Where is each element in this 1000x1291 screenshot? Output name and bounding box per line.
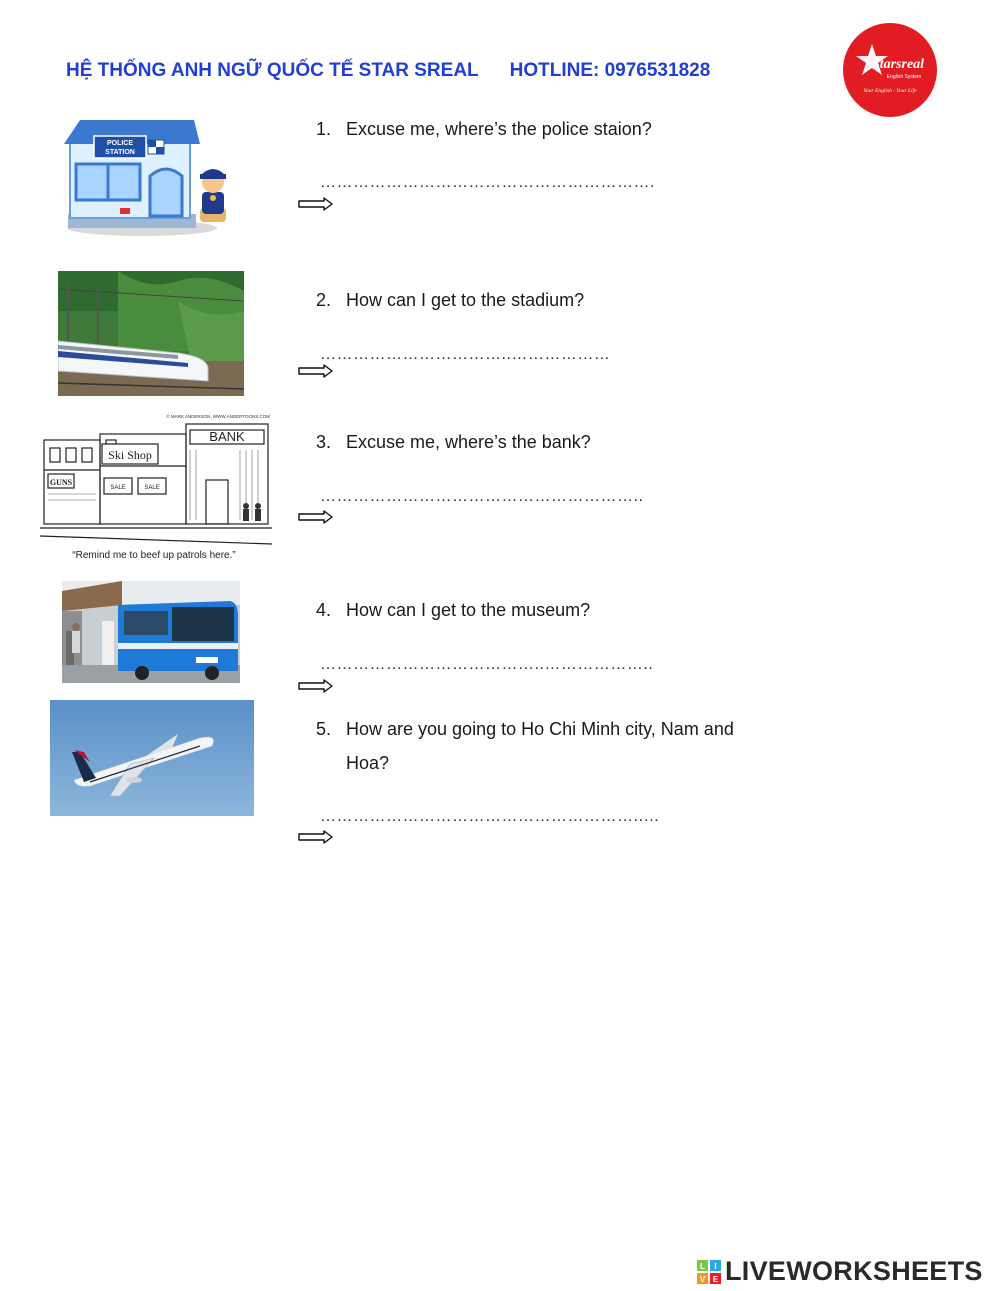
question-number: 5. bbox=[316, 719, 332, 739]
police-station-image bbox=[62, 116, 240, 238]
svg-text:I: I bbox=[714, 1261, 717, 1271]
liveworksheets-blocks-icon bbox=[697, 1260, 721, 1284]
question-text: How are you going to Ho Chi Minh city, Nam and bbox=[346, 719, 734, 739]
arrow-icon bbox=[298, 197, 334, 211]
svg-text:STATION: STATION bbox=[105, 149, 135, 156]
logo-sub: English System bbox=[886, 74, 922, 80]
question-5 bbox=[316, 712, 734, 780]
logo-slogan: Your English - Your Life bbox=[863, 88, 917, 94]
liveworksheets-logo bbox=[697, 1256, 983, 1287]
question-text: Excuse me, where’s the police staion? bbox=[346, 119, 652, 139]
hotline: HOTLINE: 0976531828 bbox=[509, 60, 711, 81]
question-1 bbox=[316, 112, 652, 146]
svg-text:POLICE: POLICE bbox=[106, 140, 134, 147]
svg-text:L: L bbox=[700, 1261, 705, 1271]
question-2 bbox=[316, 283, 584, 317]
liveworksheets-text: LIVEWORKSHEETS bbox=[725, 1256, 983, 1286]
answer-line-2[interactable]: ……………………………..……………… bbox=[320, 346, 611, 363]
svg-text:V: V bbox=[699, 1274, 706, 1284]
question-4 bbox=[316, 593, 590, 627]
airplane-image bbox=[50, 700, 254, 816]
question-3 bbox=[316, 425, 591, 459]
arrow-icon bbox=[298, 510, 334, 524]
bus-image bbox=[62, 581, 240, 683]
starsreal-logo bbox=[842, 22, 938, 118]
question-text-continued: Hoa? bbox=[346, 753, 390, 773]
cartoon-copyright: © MARK ANDERSON, WWW.ANDERTOONS.COM bbox=[166, 414, 270, 419]
worksheet-header bbox=[66, 60, 710, 82]
question-number: 1. bbox=[316, 119, 332, 139]
logo-brand: Starsreal bbox=[871, 57, 925, 72]
answer-line-5[interactable]: …………………………………………………..… bbox=[320, 808, 660, 825]
bank-sign: BANK bbox=[209, 429, 245, 444]
cartoon-caption: “Remind me to beef up patrols here.” bbox=[72, 550, 236, 561]
question-text: How can I get to the museum? bbox=[346, 600, 591, 620]
answer-line-4[interactable]: …………………………………..……………….. bbox=[320, 656, 654, 673]
school-name: HỆ THỐNG ANH NGỮ QUỐC TẾ STAR SREAL bbox=[66, 60, 479, 81]
guns-sign: GUNS bbox=[49, 478, 73, 487]
bank-cartoon-image bbox=[40, 410, 272, 566]
answer-line-3[interactable]: ………………………………………………….. bbox=[320, 488, 644, 505]
question-number: 2. bbox=[316, 290, 332, 310]
question-number: 3. bbox=[316, 432, 332, 452]
sale-sign: SALE bbox=[110, 485, 126, 491]
arrow-icon bbox=[298, 830, 334, 844]
answer-line-1[interactable]: ……………………………………………………. bbox=[320, 174, 655, 191]
question-text: How can I get to the stadium? bbox=[346, 290, 585, 310]
arrow-icon bbox=[298, 364, 334, 378]
train-image bbox=[58, 271, 244, 396]
question-number: 4. bbox=[316, 600, 332, 620]
svg-text:E: E bbox=[712, 1274, 719, 1284]
ski-shop-sign: Ski Shop bbox=[108, 448, 152, 462]
svg-text:SALE: SALE bbox=[144, 485, 160, 491]
question-text: Excuse me, where’s the bank? bbox=[346, 432, 591, 452]
arrow-icon bbox=[298, 679, 334, 693]
